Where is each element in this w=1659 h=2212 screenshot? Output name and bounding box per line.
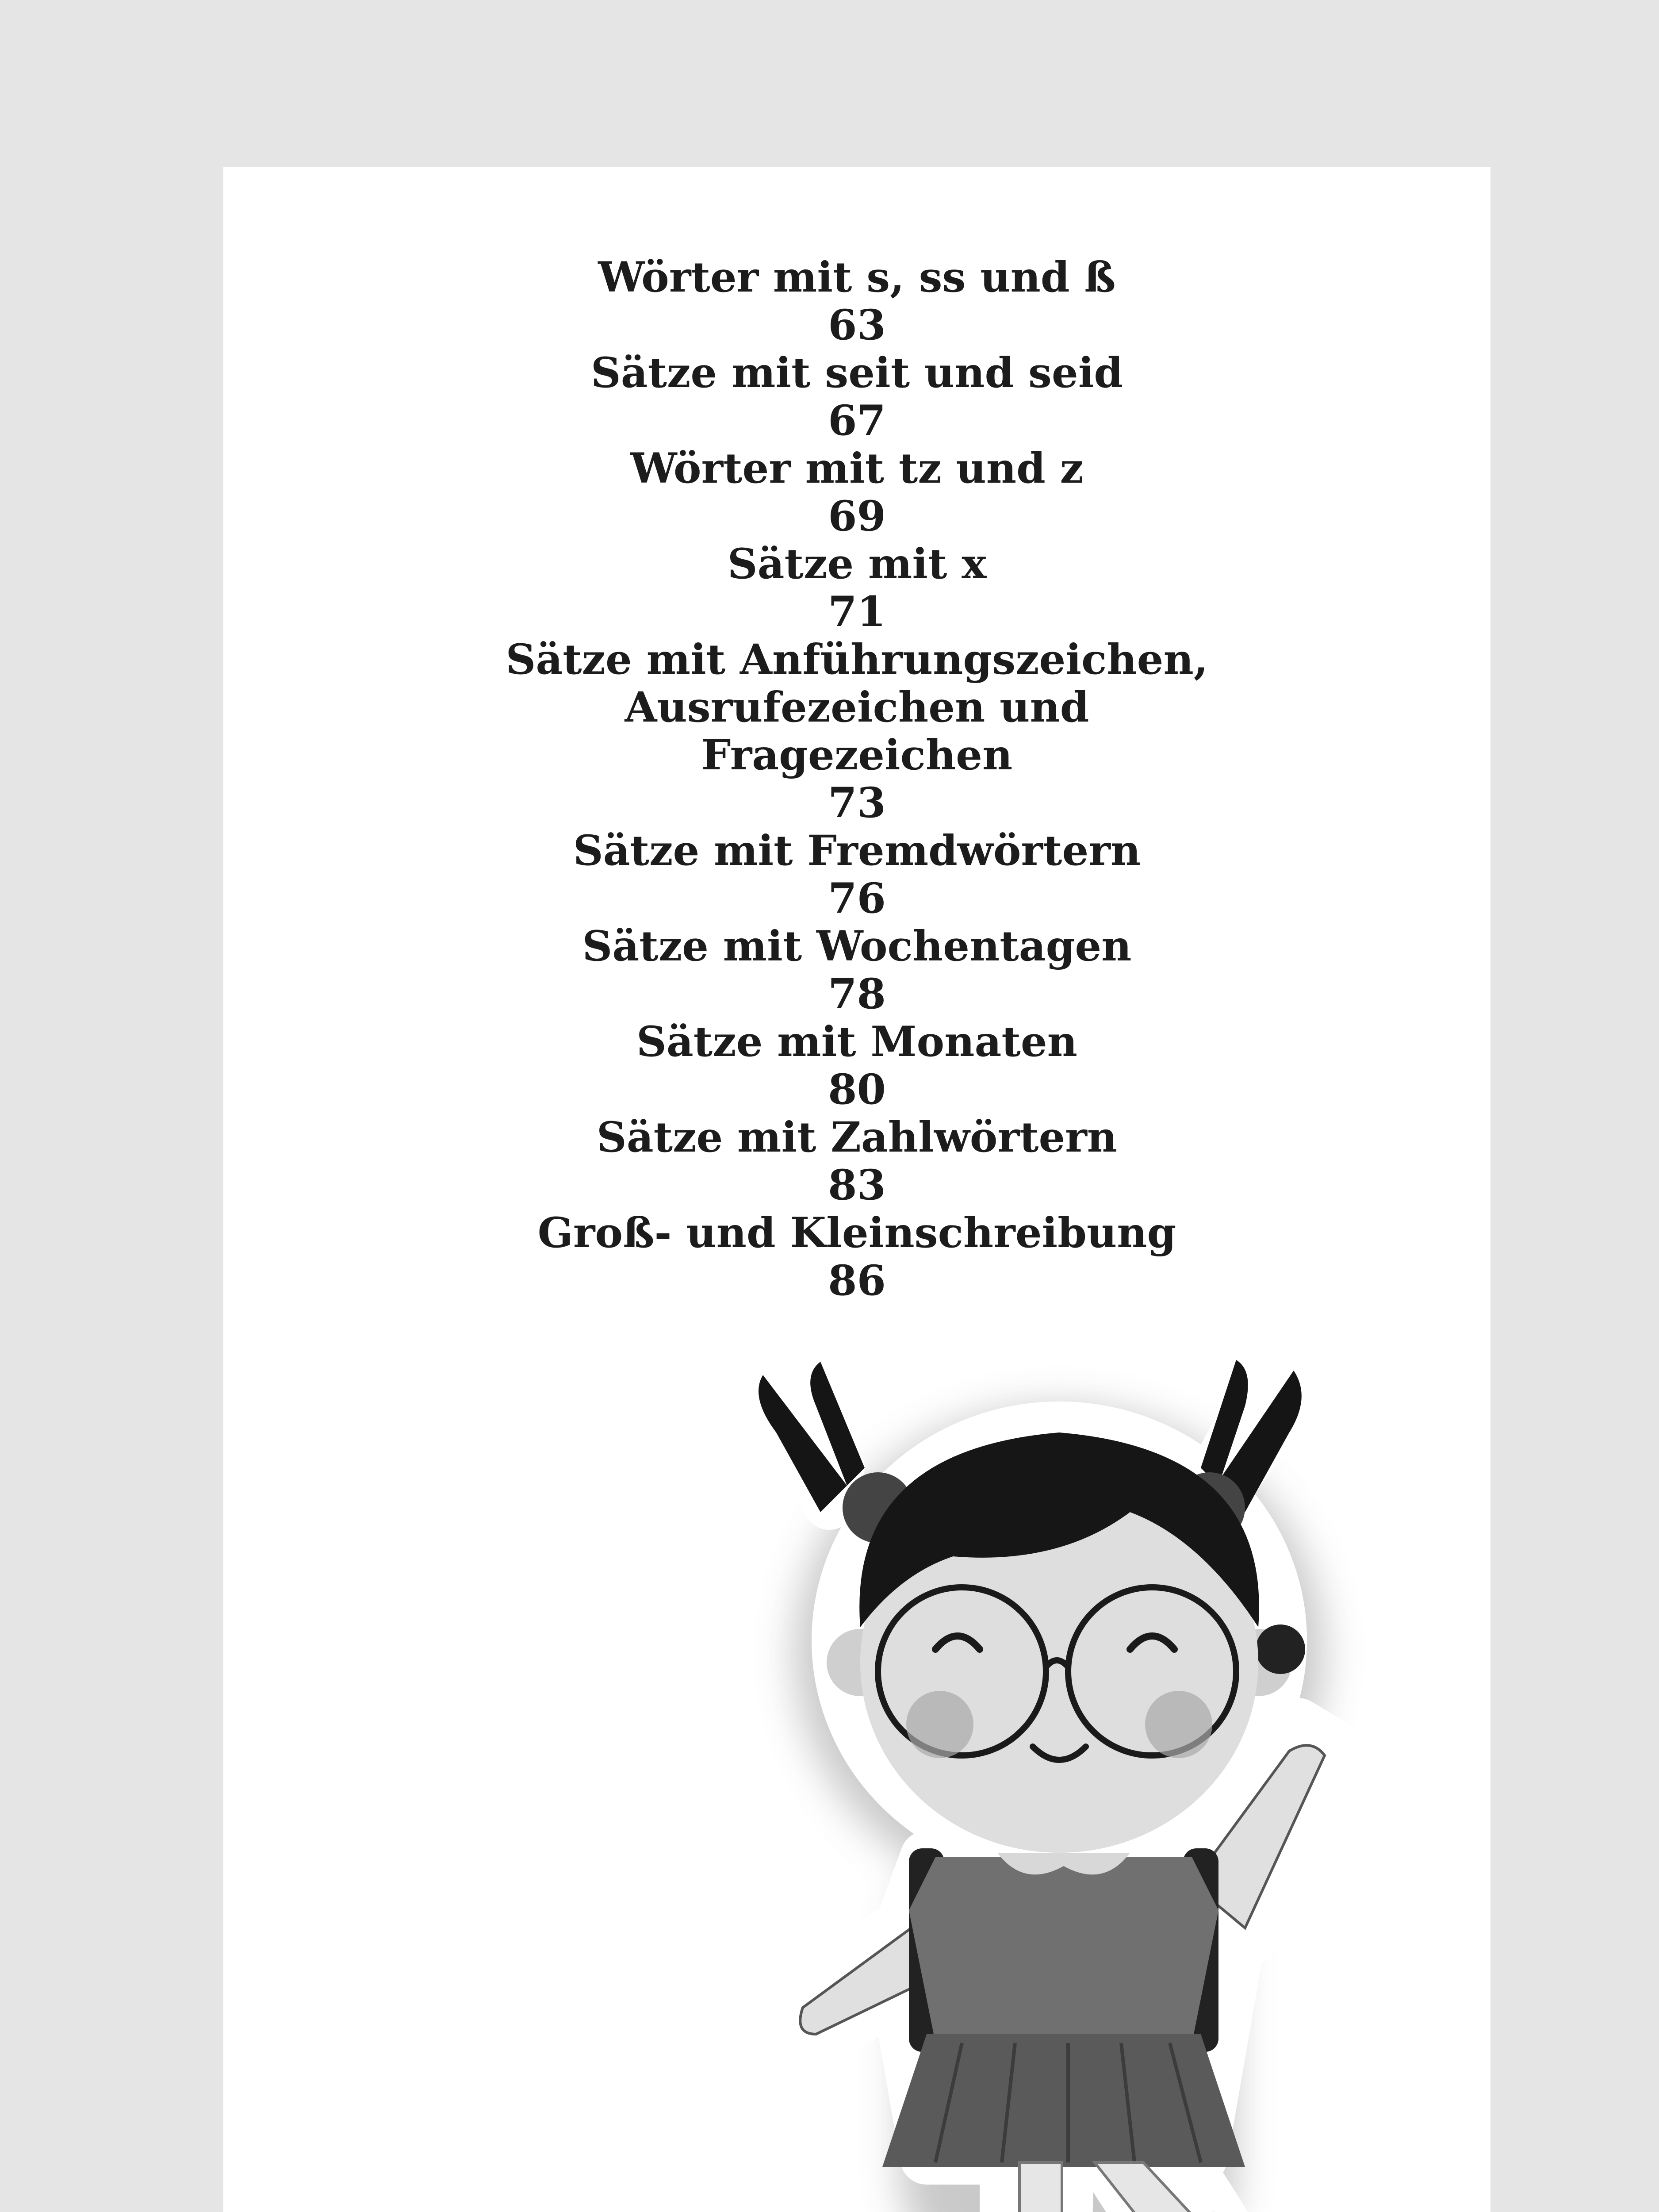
toc-page-number: 71 <box>828 588 886 636</box>
toc-page-number: 78 <box>828 970 886 1018</box>
toc-title: Wörter mit tz und z <box>630 444 1084 493</box>
toc-title: Ausrufezeichen und <box>625 683 1089 732</box>
toc-page-number: 80 <box>828 1065 886 1114</box>
toc-page-number: 63 <box>828 301 886 349</box>
toc-page-number: 86 <box>828 1256 886 1305</box>
toc-title: Sätze mit seit und seid <box>590 349 1123 397</box>
toc-title: Sätze mit x <box>727 540 987 588</box>
toc-title: Sätze mit Anführungszeichen, <box>506 635 1208 684</box>
toc-page-number: 83 <box>828 1161 886 1210</box>
toc-title: Sätze mit Monaten <box>636 1018 1077 1066</box>
toc-page-number: 67 <box>828 396 886 445</box>
toc-title: Sätze mit Fremdwörtern <box>573 826 1141 875</box>
toc-page-number: 76 <box>828 874 886 923</box>
toc-title: Groß- und Kleinschreibung <box>537 1209 1176 1257</box>
cartoon-girl-with-glasses-icon <box>670 1335 1448 2212</box>
toc-title: Fragezeichen <box>701 731 1013 780</box>
toc-page-number: 69 <box>828 492 886 541</box>
page <box>223 167 1490 2212</box>
toc-title: Sätze mit Zahlwörtern <box>596 1113 1118 1162</box>
toc-title: Wörter mit s, ss und ß <box>598 253 1116 302</box>
toc-page-number: 73 <box>828 779 886 827</box>
table-of-contents <box>223 253 1490 1305</box>
toc-title: Sätze mit Wochentagen <box>582 922 1132 971</box>
